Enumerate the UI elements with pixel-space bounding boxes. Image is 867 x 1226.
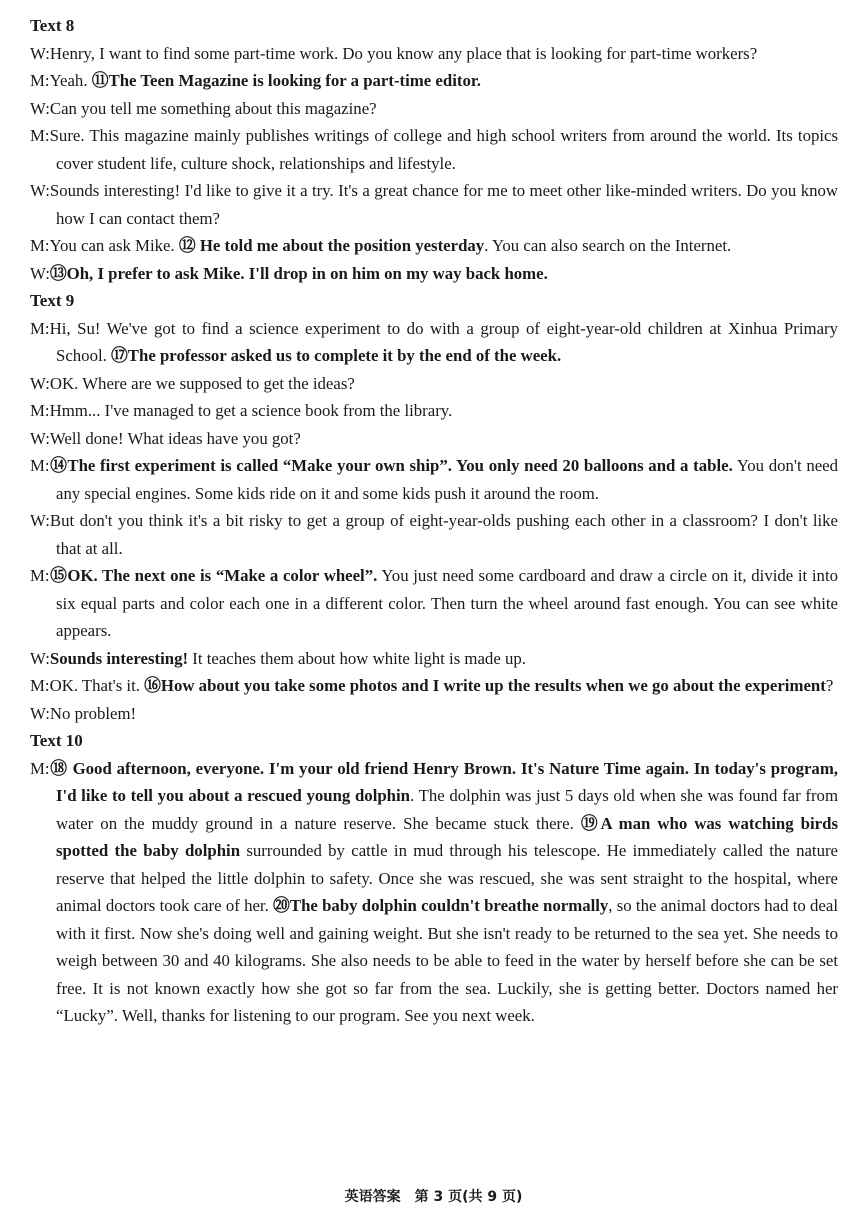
dialogue-text: OK. That's it. (49, 676, 145, 695)
transcript-page (30, 12, 838, 1030)
dialogue-turn (30, 95, 838, 123)
answer-key-text: ⑱ Good afternoon, everyone. I'm your old friend Henry Brown. It's Nature Time again. In today's program, I'd like to tell you about a rescued young dolphin (49, 758, 838, 805)
speaker-label: M (30, 758, 45, 778)
dialogue-text: . The dolphin was just 5 days old when she was found far from water on the muddy ground in a nature reserve. She became stuck there. (56, 786, 838, 833)
dialogue-text: Hi, Su! We've got to find a science experiment to do with a group of eight-year-old children at Xinhua Primary School. (49, 318, 838, 365)
dialogue-text: , so the animal doctors had to deal with it first. Now she's doing well and gaining weight. But she isn't ready to be returned to the sea yet. She needs to weigh between 30 and 40 kilograms. She also needs to be able to feed in the water by herself before she can be set free. It is not known exactly how she got so far from the sea. Luckily, she is getting better. Doctors named her “Lucky”. Well, thanks for listening to our program. See you next week. (56, 896, 838, 1025)
dialogue-text: Sounds interesting! I'd like to give it a try. It's a great chance for me to meet other like-minded writers. Do you know how I can contact them? (49, 181, 838, 228)
dialogue-text: You just need some cardboard and draw a circle on it, divide it into six equal parts and color each one in a different color. Then turn the wheel around fast enough. You can see white appears. (56, 566, 839, 640)
dialogue-text: Sure. This magazine mainly publishes writings of college and high school writers from around the world. Its topics cover student life, culture shock, relationships and lifestyle. (49, 126, 838, 173)
speaker-separator: : (44, 126, 50, 145)
speaker-label: W (30, 428, 46, 448)
answer-key-text: Sounds interesting! (49, 648, 189, 668)
dialogue-text: Can you tell me something about this magazine? (49, 98, 377, 118)
speaker-separator: : (44, 401, 50, 420)
answer-key-text: ⑰The professor asked us to complete it by the end of the week. (111, 346, 562, 365)
dialogue-text: Hmm... I've managed to get a science book from the library. (49, 401, 453, 420)
page-footer: 英语答案 第 3 页(共 9 页) (344, 1189, 523, 1205)
dialogue-turn (30, 260, 838, 288)
speaker-label: W (30, 703, 46, 723)
dialogue-turn (30, 562, 838, 645)
speaker-separator: : (44, 318, 50, 338)
answer-key-text: ⑪The Teen Magazine is looking for a part-time editor. (91, 71, 481, 90)
dialogue-text: Yeah. (49, 71, 92, 90)
dialogue-turn (30, 315, 838, 370)
answer-key-text: ⑮OK. The next one is “Make a color wheel”. (49, 566, 378, 585)
dialogue-turn (30, 645, 838, 673)
speaker-separator: : (45, 373, 50, 393)
dialogue-text: surrounded by cattle in mud through his telescope. He immediately called the nature reserve that helped the little dolphin to safety. Once she was rescued, she was sent straight to the hospital, where animal doctors took care of her. (56, 841, 838, 915)
speaker-label: W (30, 98, 46, 118)
speaker-label: M (30, 71, 45, 90)
dialogue-text: You can ask Mike. (49, 236, 179, 255)
dialogue-turn (30, 755, 838, 1030)
speaker-separator: : (45, 263, 50, 283)
answer-key-text: ⑲A man who was watching birds spotted the baby dolphin (56, 813, 838, 860)
answer-key-text: ⑭The first experiment is called “Make your own ship”. You only need 20 balloons and a table. (49, 456, 733, 475)
speaker-separator: : (44, 676, 50, 695)
speaker-label: M (30, 401, 45, 420)
speaker-separator: : (45, 98, 50, 118)
dialogue-text: Well done! What ideas have you got? (49, 428, 301, 448)
dialogue-text: You don't need any special engines. Some kids ride on it and some kids push it around the room. (56, 456, 838, 503)
dialogue-text: No problem! (49, 703, 137, 723)
speaker-label: M (30, 676, 45, 695)
speaker-label: W (30, 373, 46, 393)
speaker-separator: : (44, 456, 50, 475)
answer-key-text: ⑬Oh, I prefer to ask Mike. I'll drop in on him on my way back home. (49, 263, 548, 283)
speaker-separator: : (44, 566, 50, 585)
speaker-separator: : (45, 428, 50, 448)
speaker-label: M (30, 126, 45, 145)
dialogue-text: ? (825, 676, 834, 695)
section-heading: Text 10 (30, 731, 83, 750)
dialogue-turn (30, 67, 838, 95)
section-heading: Text 9 (30, 291, 75, 310)
speaker-separator: : (45, 648, 50, 668)
speaker-separator: : (44, 236, 50, 255)
speaker-separator: : (45, 703, 50, 723)
speaker-separator: : (44, 71, 50, 90)
speaker-separator: : (44, 758, 50, 778)
speaker-label: W (30, 43, 46, 63)
speaker-separator: : (45, 511, 50, 530)
speaker-label: W (30, 263, 46, 283)
speaker-separator: : (45, 43, 50, 63)
dialogue-text: OK. Where are we supposed to get the ideas? (49, 373, 355, 393)
speaker-separator: : (45, 181, 50, 200)
dialogue-turn (30, 397, 838, 425)
speaker-label: M (30, 236, 45, 255)
dialogue-turn (30, 370, 838, 398)
speaker-label: W (30, 181, 46, 200)
dialogue-text: But don't you think it's a bit risky to get a group of eight-year-olds pushing each other in a classroom? I don't like that at all. (49, 511, 838, 558)
dialogue-text: . You can also search on the Internet. (484, 236, 732, 255)
section-heading: Text 8 (30, 16, 75, 35)
speaker-label: M (30, 456, 45, 475)
answer-key-text: ⑳The baby dolphin couldn't breathe normally (273, 896, 609, 915)
dialogue-turn (30, 700, 838, 728)
dialogue-turn (30, 177, 838, 232)
speaker-label: W (30, 511, 46, 530)
answer-key-text: ⑯How about you take some photos and I write up the results when we go about the experiment (144, 676, 826, 695)
dialogue-turn (30, 507, 838, 562)
speaker-label: M (30, 318, 45, 338)
speaker-label: W (30, 648, 46, 668)
dialogue-text: It teaches them about how white light is made up. (188, 648, 526, 668)
dialogue-turn (30, 40, 838, 68)
dialogue-turn (30, 122, 838, 177)
dialogue-turn (30, 232, 838, 260)
dialogue-turn (30, 672, 838, 700)
dialogue-text: Henry, I want to find some part-time work. Do you know any place that is looking for part-time workers? (49, 43, 758, 63)
answer-key-text: ⑫ He told me about the position yesterday (178, 236, 485, 255)
speaker-label: M (30, 566, 45, 585)
dialogue-turn (30, 452, 838, 507)
dialogue-turn (30, 425, 838, 453)
